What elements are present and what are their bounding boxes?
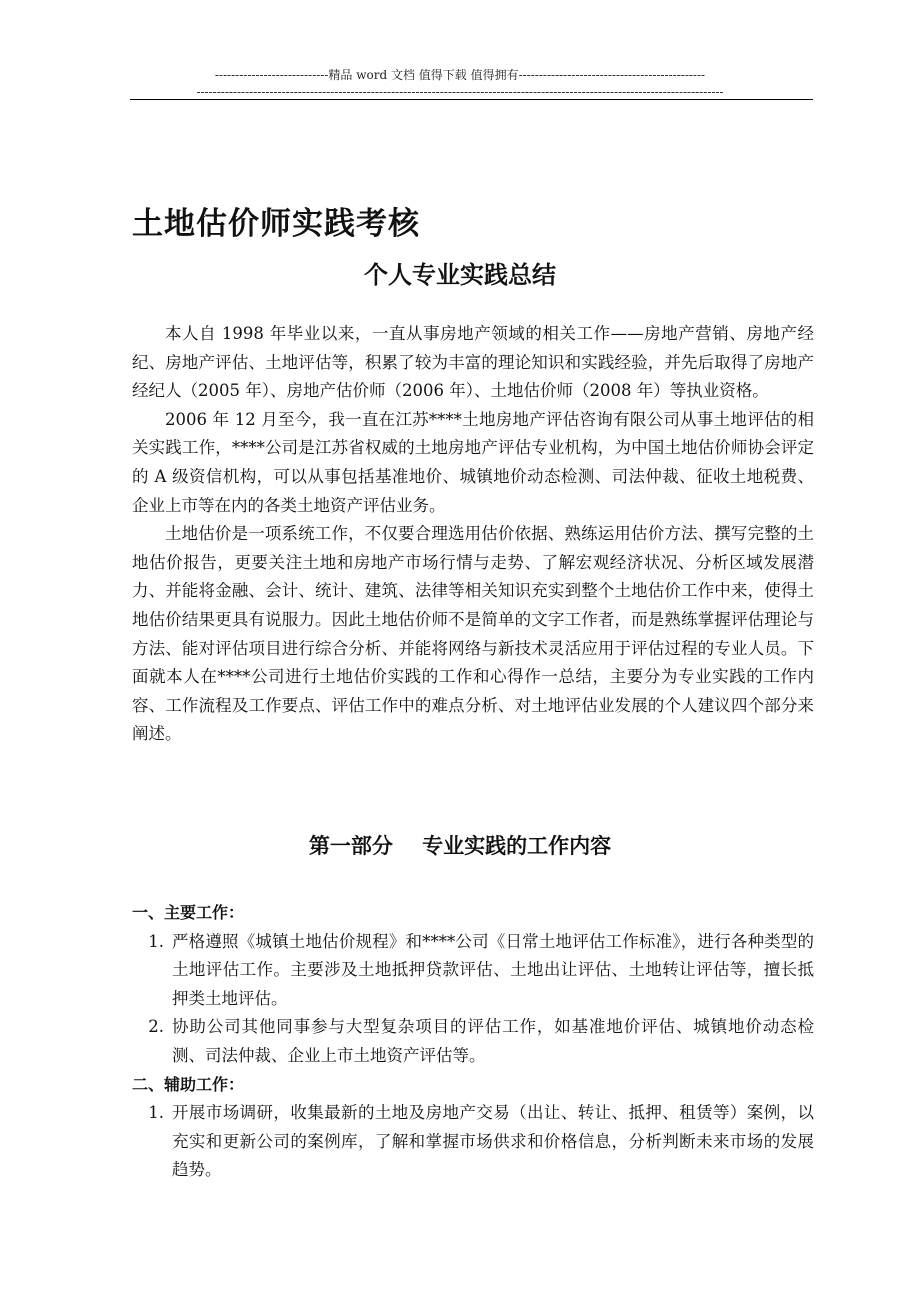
list-text: 协助公司其他同事参与大型复杂项目的评估工作，如基准地价评估、城镇地价动态检测、司法仲裁、企业上市土地资产评估等。: [172, 1017, 814, 1065]
list-item: [132, 1013, 814, 1070]
part-heading: 第一部分 专业实践的工作内容: [308, 834, 612, 858]
list-text: 严格遵照《城镇土地估价规程》和****公司《日常土地评估工作标准》，进行各种类型的土地评估工作。主要涉及土地抵押贷款评估、土地出让评估、土地转让评估等，擅长抵押类土地评估。: [172, 931, 814, 1008]
document-title: 土地估价师实践考核: [132, 206, 420, 242]
document-subtitle: 个人专业实践总结: [364, 261, 556, 289]
list-text: 开展市场调研，收集最新的土地及房地产交易（出让、转让、抵押、租赁等）案例，以充实和更新公司的案例库，了解和掌握市场供求和价格信息，分析判断未来市场的发展趋势。: [172, 1103, 814, 1180]
section-heading: 一、主要工作：: [132, 903, 245, 922]
list-number: 1.: [148, 1103, 164, 1123]
paragraph: 土地估价是一项系统工作，不仅要合理选用估价依据、熟练运用估价方法、撰写完整的土地估价报告，更要关注土地和房地产市场行情与走势、了解宏观经济状况、分析区域发展潜力、并能将金融、会计、统计、建筑、法律等相关知识充实到整个土地估价工作中来，使得土地估价结果更具有说服力。因此土地估价师不是简单的文字工作者，而是熟练掌握评估理论与方法、能对评估项目进行综合分析、并能将网络与新技术灵活应用于评估过程的专业人员。下面就本人在****公司进行土地估价实践的工作和心得作一总结，主要分为专业实践的工作内容、工作流程及工作要点、评估工作中的难点分析、对土地评估业发展的个人建议四个部分来阐述。: [132, 524, 814, 744]
paragraph: 本人自 1998 年毕业以来，一直从事房地产领域的相关工作——房地产营销、房地产经纪、房地产评估、土地评估等，积累了较为丰富的理论知识和实践经验，并先后取得了房地产经纪人（2005 年）、房地产估价师（2006 年）、土地估价师（2008 年）等执业资格。: [132, 324, 814, 401]
section-heading: 二、辅助工作：: [132, 1074, 245, 1094]
list-number: 2.: [148, 1017, 164, 1037]
page-header-line: ----------------------------精品 word 文档 值得下载 值得拥有----------------------------------------------: [214, 68, 706, 82]
paragraph: 2006 年 12 月至今，我一直在江苏****土地房地产评估咨询有限公司从事土地评估的相关实践工作，****公司是江苏省权威的土地房地产评估专业机构，为中国土地估价师协会评定的 A 级资信机构，可以从事包括基准地价、城镇地价动态检测、司法仲裁、征收土地税费、企业上市等在内的各类土地资产评估业务。: [132, 409, 814, 515]
list-item: [132, 928, 814, 1014]
sections: [132, 899, 814, 1185]
page-header-dashes: ----------------------------------------------------------------------------------------------------------------------------------: [196, 85, 724, 99]
list-number: 1.: [148, 931, 164, 951]
list-item: [132, 1099, 814, 1185]
intro-body: [132, 320, 814, 749]
header-rule: [130, 99, 813, 100]
